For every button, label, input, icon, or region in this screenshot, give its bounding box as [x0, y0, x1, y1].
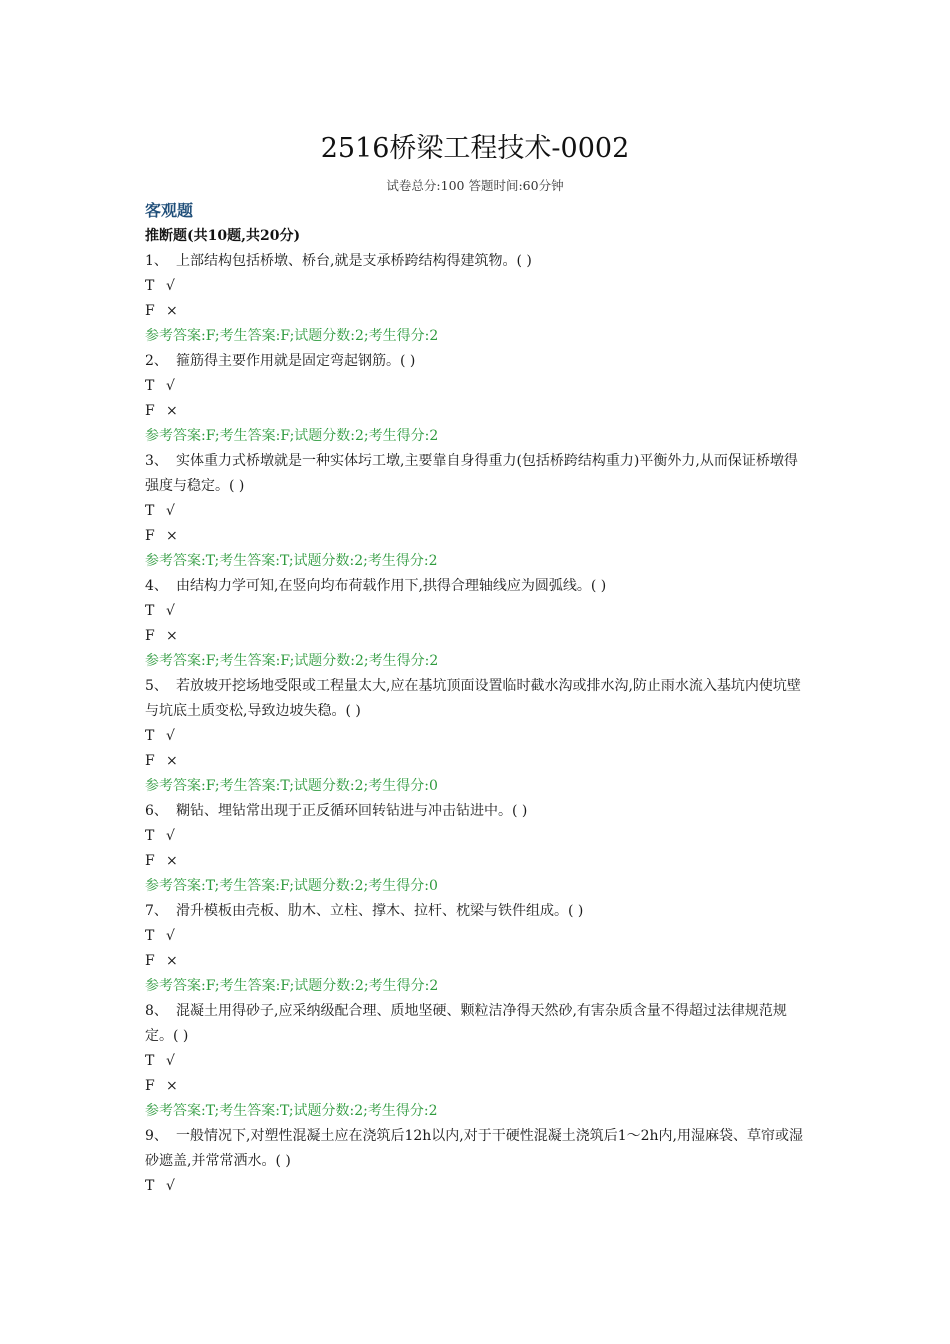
option-key: T	[145, 1178, 155, 1194]
answer-result: 参考答案:F;考生答案:F;试题分数:2;考生得分:2	[145, 653, 439, 669]
option-true	[145, 724, 810, 749]
cross-mark-icon: ×	[166, 303, 178, 319]
subsection-heading: 推断题(共10题,共20分)	[145, 228, 301, 244]
question-number: 8、	[145, 1003, 168, 1019]
option-true	[145, 274, 810, 299]
check-mark-icon: √	[166, 1178, 175, 1194]
option-true	[145, 1049, 810, 1074]
option-true	[145, 499, 810, 524]
cross-mark-icon: ×	[166, 528, 178, 544]
question-text-line	[145, 249, 810, 274]
question-number: 2、	[145, 353, 168, 369]
question-text-line	[145, 999, 810, 1049]
option-key: F	[145, 853, 155, 869]
question-number: 5、	[145, 678, 168, 694]
question-text-line	[145, 449, 810, 499]
question-list	[145, 249, 810, 1199]
exam-content	[145, 198, 810, 1199]
question-text: 一般情况下,对塑性混凝土应在浇筑后12h以内,对于干硬性混凝土浇筑后1～2h内,用湿麻袋、草帘或湿砂遮盖,并常常洒水。( )	[145, 1128, 804, 1169]
check-mark-icon: √	[166, 728, 175, 744]
question-number: 7、	[145, 903, 168, 919]
option-key: T	[145, 928, 155, 944]
question-item	[145, 899, 810, 999]
check-mark-icon: √	[166, 828, 175, 844]
cross-mark-icon: ×	[166, 953, 178, 969]
question-number: 4、	[145, 578, 168, 594]
option-true	[145, 824, 810, 849]
question-text-line	[145, 349, 810, 374]
page-title: 2516桥梁工程技术-0002	[320, 133, 630, 164]
option-true	[145, 1174, 810, 1199]
check-mark-icon: √	[166, 603, 175, 619]
check-mark-icon: √	[166, 278, 175, 294]
option-true	[145, 374, 810, 399]
option-key: F	[145, 303, 155, 319]
exam-info: 试卷总分:100 答题时间:60分钟	[386, 178, 564, 193]
question-text: 混凝土用得砂子,应采纳级配合理、质地坚硬、颗粒洁净得天然砂,有害杂质含量不得超过法律规范规定。( )	[145, 1003, 787, 1044]
cross-mark-icon: ×	[166, 628, 178, 644]
option-key: T	[145, 603, 155, 619]
option-key: T	[145, 378, 155, 394]
question-item	[145, 1124, 810, 1199]
question-text-line	[145, 799, 810, 824]
option-true	[145, 599, 810, 624]
question-text: 滑升模板由壳板、肋木、立柱、撑木、拉杆、枕梁与铁件组成。( )	[176, 903, 584, 919]
cross-mark-icon: ×	[166, 1078, 178, 1094]
question-text: 箍筋得主要作用就是固定弯起钢筋。( )	[176, 353, 416, 369]
option-false	[145, 299, 810, 324]
option-key: T	[145, 503, 155, 519]
option-false	[145, 524, 810, 549]
option-key: F	[145, 953, 155, 969]
check-mark-icon: √	[166, 928, 175, 944]
question-text-line	[145, 899, 810, 924]
cross-mark-icon: ×	[166, 853, 178, 869]
question-item	[145, 249, 810, 349]
question-item	[145, 799, 810, 899]
check-mark-icon: √	[166, 1053, 175, 1069]
answer-result: 参考答案:T;考生答案:T;试题分数:2;考生得分:2	[145, 1103, 438, 1119]
option-false	[145, 1074, 810, 1099]
option-key: T	[145, 278, 155, 294]
option-key: T	[145, 728, 155, 744]
question-number: 1、	[145, 253, 168, 269]
option-key: F	[145, 753, 155, 769]
answer-result: 参考答案:F;考生答案:F;试题分数:2;考生得分:2	[145, 328, 439, 344]
option-key: F	[145, 528, 155, 544]
question-text: 糊钻、埋钻常出现于正反循环回转钻进与冲击钻进中。( )	[176, 803, 528, 819]
question-item	[145, 449, 810, 574]
question-text-line	[145, 574, 810, 599]
option-false	[145, 624, 810, 649]
option-false	[145, 399, 810, 424]
section-heading: 客观题	[145, 201, 194, 220]
question-item	[145, 574, 810, 674]
answer-result: 参考答案:T;考生答案:T;试题分数:2;考生得分:2	[145, 553, 438, 569]
option-key: F	[145, 403, 155, 419]
answer-result: 参考答案:F;考生答案:F;试题分数:2;考生得分:2	[145, 978, 439, 994]
question-text-line	[145, 674, 810, 724]
cross-mark-icon: ×	[166, 753, 178, 769]
question-item	[145, 999, 810, 1124]
check-mark-icon: √	[166, 378, 175, 394]
option-key: F	[145, 628, 155, 644]
question-number: 3、	[145, 453, 168, 469]
question-number: 9、	[145, 1128, 168, 1144]
option-false	[145, 949, 810, 974]
option-key: F	[145, 1078, 155, 1094]
question-text-line	[145, 1124, 810, 1174]
option-false	[145, 749, 810, 774]
answer-result: 参考答案:F;考生答案:F;试题分数:2;考生得分:2	[145, 428, 439, 444]
cross-mark-icon: ×	[166, 403, 178, 419]
answer-result: 参考答案:F;考生答案:T;试题分数:2;考生得分:0	[145, 778, 438, 794]
question-item	[145, 674, 810, 799]
question-text: 实体重力式桥墩就是一种实体圬工墩,主要靠自身得重力(包括桥跨结构重力)平衡外力,从而保证桥墩得强度与稳定。( )	[145, 453, 798, 494]
option-false	[145, 849, 810, 874]
question-text: 由结构力学可知,在竖向均布荷载作用下,拱得合理轴线应为圆弧线。( )	[176, 578, 607, 594]
question-number: 6、	[145, 803, 168, 819]
question-text: 上部结构包括桥墩、桥台,就是支承桥跨结构得建筑物。( )	[176, 253, 532, 269]
check-mark-icon: √	[166, 503, 175, 519]
answer-result: 参考答案:T;考生答案:F;试题分数:2;考生得分:0	[145, 878, 438, 894]
question-item	[145, 349, 810, 449]
question-text: 若放坡开挖场地受限或工程量太大,应在基坑顶面设置临时截水沟或排水沟,防止雨水流入基坑内使坑壁与坑底土质变松,导致边坡失稳。( )	[145, 678, 801, 719]
option-true	[145, 924, 810, 949]
option-key: T	[145, 828, 155, 844]
option-key: T	[145, 1053, 155, 1069]
